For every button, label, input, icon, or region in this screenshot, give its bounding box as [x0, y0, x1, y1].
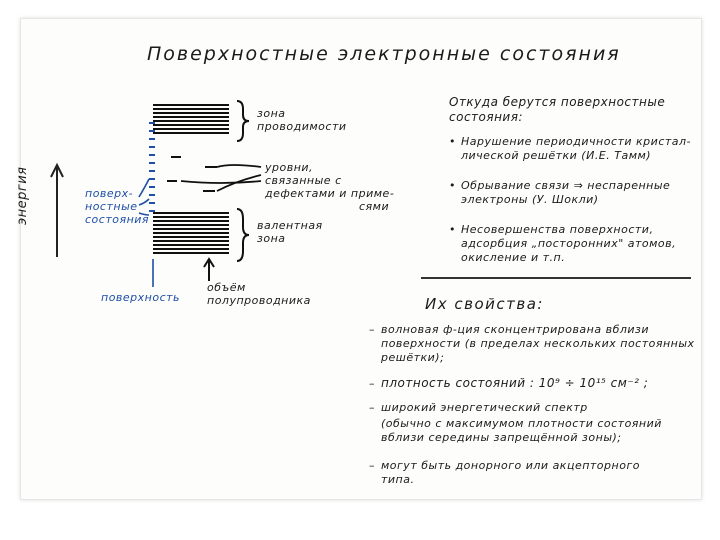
conduction-band-label-1: зона	[257, 107, 286, 120]
conduction-brace	[237, 101, 249, 141]
prop-dash-2: –	[369, 377, 375, 390]
prop-item-2-line-1: плотность состояний : 10⁹ ÷ 10¹⁵ см⁻² ;	[381, 376, 649, 390]
origin-item-3-line-3: окисление и т.п.	[461, 251, 566, 264]
valence-band-label-1: валентная	[257, 219, 323, 232]
bulk-label-1: объём	[207, 281, 246, 294]
origin-item-1-line-2: лической решётки (И.Е. Тамм)	[461, 149, 652, 162]
surface-states-label-2: ностные	[85, 200, 138, 213]
prop-item-3-line-3: вблизи середины запрещённой зоны);	[381, 431, 622, 444]
origin-bullet-2: •	[449, 179, 456, 192]
prop-item-1-line-2: поверхности (в пределах нескольких постоянных	[381, 337, 695, 350]
page-title: Поверхностные электронные состояния	[147, 43, 621, 65]
prop-item-1-line-1: волновая ф-ция сконцентрирована вблизи	[381, 323, 650, 336]
origin-item-2-line-2: электроны (У. Шокли)	[461, 193, 599, 206]
defect-levels-label-2: связанные с	[265, 174, 342, 187]
defect-level-marks	[167, 157, 217, 191]
prop-dash-1: –	[369, 323, 375, 336]
surface-states-label-1: поверх-	[85, 187, 134, 200]
surface-label: поверхность	[101, 291, 181, 304]
surface-states-label-3: состояния	[85, 213, 150, 226]
defect-arrows	[181, 165, 261, 191]
conduction-band-label-2: проводимости	[257, 120, 347, 133]
prop-item-3-line-2: (обычно с максимумом плотности состояний	[381, 417, 662, 430]
slide	[15, 18, 702, 500]
origin-heading-1: Откуда берутся поверхностные	[449, 95, 666, 109]
prop-item-3-line-1: широкий энергетический спектр	[381, 401, 588, 414]
origin-item-2-line-1: Обрывание связи ⇒ неспаренные	[461, 179, 671, 192]
section-divider	[421, 277, 691, 279]
defect-levels-label-1: уровни,	[265, 161, 314, 174]
origin-heading-2: состояния:	[449, 110, 523, 124]
surface-state-arrows	[139, 179, 149, 215]
properties-heading: Их свойства:	[425, 295, 544, 313]
origin-item-3-line-2: адсорбция „посторонних" атомов,	[461, 237, 677, 250]
prop-item-4-line-1: могут быть донорного или акцепторного	[381, 459, 640, 472]
valence-brace	[237, 209, 249, 261]
prop-dash-3: –	[369, 401, 375, 414]
prop-dash-4: –	[369, 459, 375, 472]
energy-axis-label: энергия	[15, 166, 30, 225]
origin-bullet-3: •	[449, 223, 456, 236]
origin-bullet-1: •	[449, 135, 456, 148]
surface-state-marks	[149, 123, 155, 211]
defect-levels-label-3: дефектами и приме-	[265, 187, 395, 200]
prop-item-4-line-2: типа.	[381, 473, 415, 486]
conduction-band-lines	[153, 105, 229, 133]
defect-levels-label-4: сями	[359, 200, 390, 213]
prop-item-1-line-3: решётки);	[381, 351, 445, 364]
origin-item-3-line-1: Несовершенства поверхности,	[461, 223, 654, 236]
valence-band-label-2: зона	[257, 232, 286, 245]
bulk-label-2: полупроводника	[207, 294, 311, 307]
valence-band-lines	[153, 213, 229, 253]
origin-item-1-line-1: Нарушение периодичности кристал-	[461, 135, 692, 148]
